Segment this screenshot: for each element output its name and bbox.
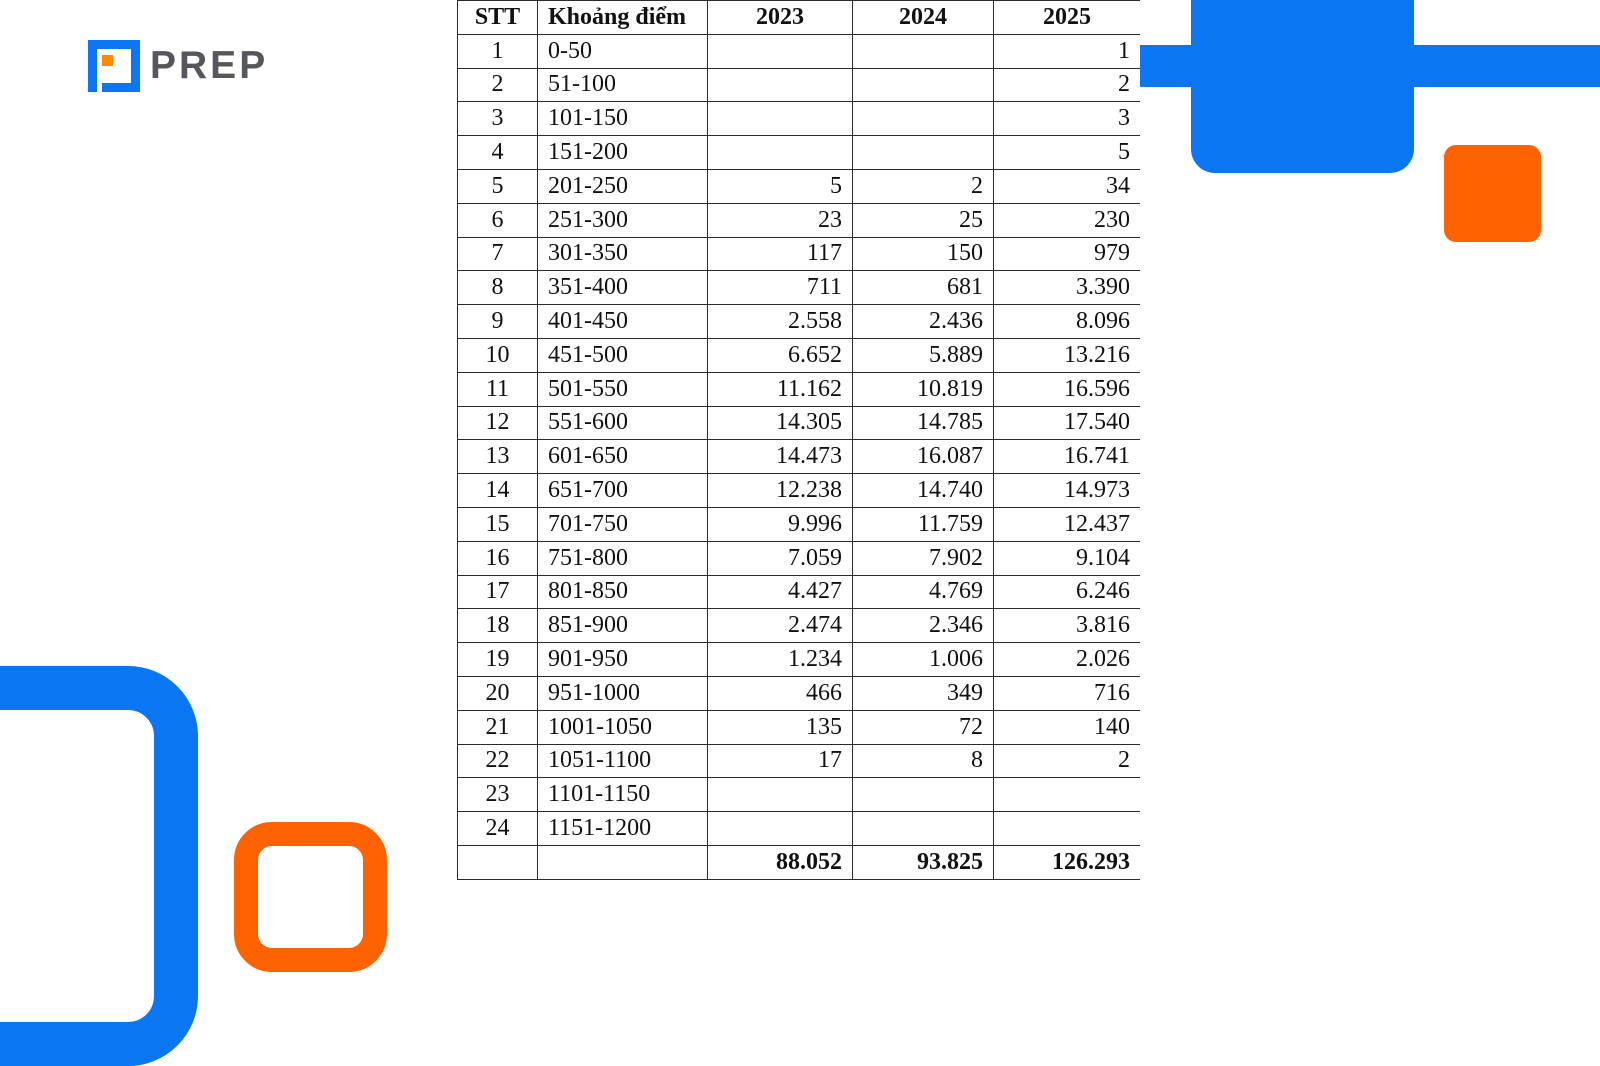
table-row bbox=[458, 406, 1141, 440]
cell-stt: 6 bbox=[458, 203, 538, 237]
cell-2023: 14.305 bbox=[708, 406, 853, 440]
table-row bbox=[458, 643, 1141, 677]
cell-2024 bbox=[853, 102, 994, 136]
decor-bottom-orange-frame bbox=[234, 822, 387, 972]
cell-2024 bbox=[853, 34, 994, 68]
cell-2023 bbox=[708, 136, 853, 170]
cell-2025: 8.096 bbox=[994, 305, 1141, 339]
table-row bbox=[458, 507, 1141, 541]
cell-2023: 1.234 bbox=[708, 643, 853, 677]
cell-2024 bbox=[853, 778, 994, 812]
cell-score-range: 851-900 bbox=[538, 609, 708, 643]
cell-2025: 716 bbox=[994, 676, 1141, 710]
table-row bbox=[458, 710, 1141, 744]
cell-2024: 14.740 bbox=[853, 474, 994, 508]
cell-score-range: 601-650 bbox=[538, 440, 708, 474]
cell-score-range: 751-800 bbox=[538, 541, 708, 575]
table-row bbox=[458, 440, 1141, 474]
cell-stt: 16 bbox=[458, 541, 538, 575]
cell-2024: 7.902 bbox=[853, 541, 994, 575]
cell-stt: 21 bbox=[458, 710, 538, 744]
cell-2023: 466 bbox=[708, 676, 853, 710]
cell-2023 bbox=[708, 102, 853, 136]
cell-stt: 22 bbox=[458, 744, 538, 778]
cell-2025: 1 bbox=[994, 34, 1141, 68]
cell-2025: 3.816 bbox=[994, 609, 1141, 643]
cell-2023: 2.558 bbox=[708, 305, 853, 339]
cell-2025: 6.246 bbox=[994, 575, 1141, 609]
brand-logo bbox=[88, 40, 268, 92]
cell-score-range: 651-700 bbox=[538, 474, 708, 508]
cell-2025 bbox=[994, 778, 1141, 812]
cell-2024: 16.087 bbox=[853, 440, 994, 474]
cell-2023: 23 bbox=[708, 203, 853, 237]
cell-stt: 17 bbox=[458, 575, 538, 609]
cell-score-range: 701-750 bbox=[538, 507, 708, 541]
cell-2023: 4.427 bbox=[708, 575, 853, 609]
cell-stt: 14 bbox=[458, 474, 538, 508]
header-score-range: Khoảng điểm bbox=[538, 1, 708, 35]
cell-2023: 11.162 bbox=[708, 372, 853, 406]
table-total-row bbox=[458, 845, 1141, 879]
cell-stt: 19 bbox=[458, 643, 538, 677]
cell-stt: 20 bbox=[458, 676, 538, 710]
cell-2023 bbox=[708, 34, 853, 68]
cell-2025: 5 bbox=[994, 136, 1141, 170]
cell-2023: 17 bbox=[708, 744, 853, 778]
decor-top-square bbox=[1191, 0, 1414, 173]
table-row bbox=[458, 338, 1141, 372]
cell-2023: 9.996 bbox=[708, 507, 853, 541]
decor-orange-square bbox=[1444, 145, 1541, 242]
table-row bbox=[458, 169, 1141, 203]
table-row bbox=[458, 136, 1141, 170]
cell-score-range: 301-350 bbox=[538, 237, 708, 271]
cell-score-range: 501-550 bbox=[538, 372, 708, 406]
table-row bbox=[458, 609, 1141, 643]
cell-2024: 2 bbox=[853, 169, 994, 203]
cell-2024: 4.769 bbox=[853, 575, 994, 609]
cell-2025: 12.437 bbox=[994, 507, 1141, 541]
cell-score-range: 151-200 bbox=[538, 136, 708, 170]
cell-stt: 9 bbox=[458, 305, 538, 339]
cell-score-range: 201-250 bbox=[538, 169, 708, 203]
decor-bottom-left-blue-frame bbox=[0, 666, 198, 1066]
cell-2025: 9.104 bbox=[994, 541, 1141, 575]
cell-score-range: 1101-1150 bbox=[538, 778, 708, 812]
cell-score-range: 1151-1200 bbox=[538, 812, 708, 846]
cell-score-range: 1051-1100 bbox=[538, 744, 708, 778]
cell-2025: 13.216 bbox=[994, 338, 1141, 372]
cell-2024: 2.346 bbox=[853, 609, 994, 643]
table-row bbox=[458, 34, 1141, 68]
cell-2025: 230 bbox=[994, 203, 1141, 237]
table-row bbox=[458, 744, 1141, 778]
cell-score-range: 901-950 bbox=[538, 643, 708, 677]
cell-2023 bbox=[708, 778, 853, 812]
header-2025: 2025 bbox=[994, 1, 1141, 35]
cell-2023: 6.652 bbox=[708, 338, 853, 372]
cell-stt: 8 bbox=[458, 271, 538, 305]
table-row bbox=[458, 102, 1141, 136]
cell-2024: 150 bbox=[853, 237, 994, 271]
cell-score-range: 101-150 bbox=[538, 102, 708, 136]
table-row bbox=[458, 68, 1141, 102]
cell-2024: 1.006 bbox=[853, 643, 994, 677]
cell-2025: 16.741 bbox=[994, 440, 1141, 474]
cell-stt: 5 bbox=[458, 169, 538, 203]
table-row bbox=[458, 812, 1141, 846]
cell-2023: 2.474 bbox=[708, 609, 853, 643]
table-row bbox=[458, 541, 1141, 575]
cell-total-2025: 126.293 bbox=[994, 845, 1141, 879]
header-2023: 2023 bbox=[708, 1, 853, 35]
cell-2024 bbox=[853, 68, 994, 102]
cell-score-range: 51-100 bbox=[538, 68, 708, 102]
cell-2023: 5 bbox=[708, 169, 853, 203]
cell-stt: 13 bbox=[458, 440, 538, 474]
cell-score-range: 401-450 bbox=[538, 305, 708, 339]
cell-score-range: 551-600 bbox=[538, 406, 708, 440]
cell-score-range: 0-50 bbox=[538, 34, 708, 68]
cell-2025: 979 bbox=[994, 237, 1141, 271]
cell-score-range: 801-850 bbox=[538, 575, 708, 609]
table-header-row bbox=[458, 1, 1141, 35]
cell-2023: 711 bbox=[708, 271, 853, 305]
cell-stt: 12 bbox=[458, 406, 538, 440]
cell-2024: 349 bbox=[853, 676, 994, 710]
cell-2025: 34 bbox=[994, 169, 1141, 203]
cell-total-2023: 88.052 bbox=[708, 845, 853, 879]
cell-2023: 135 bbox=[708, 710, 853, 744]
header-stt: STT bbox=[458, 1, 538, 35]
brand-name: PREP bbox=[150, 44, 269, 87]
cell-2024 bbox=[853, 812, 994, 846]
cell-stt: 4 bbox=[458, 136, 538, 170]
cell-2023: 12.238 bbox=[708, 474, 853, 508]
table-row bbox=[458, 271, 1141, 305]
cell-score-range: 451-500 bbox=[538, 338, 708, 372]
header-2024: 2024 bbox=[853, 1, 994, 35]
cell-total-label-empty bbox=[538, 845, 708, 879]
cell-2024: 72 bbox=[853, 710, 994, 744]
table-row bbox=[458, 474, 1141, 508]
cell-stt: 2 bbox=[458, 68, 538, 102]
cell-stt: 10 bbox=[458, 338, 538, 372]
cell-2024: 2.436 bbox=[853, 305, 994, 339]
table-row bbox=[458, 203, 1141, 237]
cell-2025: 2 bbox=[994, 744, 1141, 778]
cell-stt: 24 bbox=[458, 812, 538, 846]
cell-stt: 11 bbox=[458, 372, 538, 406]
table-row bbox=[458, 237, 1141, 271]
score-distribution-table-container bbox=[457, 0, 1140, 900]
cell-2023 bbox=[708, 812, 853, 846]
cell-total-empty bbox=[458, 845, 538, 879]
table-row bbox=[458, 778, 1141, 812]
cell-stt: 7 bbox=[458, 237, 538, 271]
cell-stt: 3 bbox=[458, 102, 538, 136]
score-distribution-table bbox=[457, 0, 1140, 880]
table-row bbox=[458, 676, 1141, 710]
cell-score-range: 251-300 bbox=[538, 203, 708, 237]
table-row bbox=[458, 305, 1141, 339]
cell-stt: 23 bbox=[458, 778, 538, 812]
cell-2024: 25 bbox=[853, 203, 994, 237]
cell-2024: 681 bbox=[853, 271, 994, 305]
cell-2023: 14.473 bbox=[708, 440, 853, 474]
cell-2025: 3.390 bbox=[994, 271, 1141, 305]
table-row bbox=[458, 372, 1141, 406]
cell-2024: 8 bbox=[853, 744, 994, 778]
cell-total-2024: 93.825 bbox=[853, 845, 994, 879]
cell-2024: 14.785 bbox=[853, 406, 994, 440]
cell-stt: 15 bbox=[458, 507, 538, 541]
cell-2025: 16.596 bbox=[994, 372, 1141, 406]
cell-2025: 3 bbox=[994, 102, 1141, 136]
cell-2025: 17.540 bbox=[994, 406, 1141, 440]
cell-stt: 18 bbox=[458, 609, 538, 643]
prep-logo-icon bbox=[88, 40, 140, 92]
cell-2025: 140 bbox=[994, 710, 1141, 744]
cell-2024: 10.819 bbox=[853, 372, 994, 406]
cell-score-range: 1001-1050 bbox=[538, 710, 708, 744]
cell-stt: 1 bbox=[458, 34, 538, 68]
cell-2025: 14.973 bbox=[994, 474, 1141, 508]
table-row bbox=[458, 575, 1141, 609]
cell-score-range: 351-400 bbox=[538, 271, 708, 305]
cell-2024: 11.759 bbox=[853, 507, 994, 541]
cell-2023 bbox=[708, 68, 853, 102]
cell-score-range: 951-1000 bbox=[538, 676, 708, 710]
cell-2024: 5.889 bbox=[853, 338, 994, 372]
cell-2025: 2.026 bbox=[994, 643, 1141, 677]
cell-2023: 7.059 bbox=[708, 541, 853, 575]
cell-2024 bbox=[853, 136, 994, 170]
cell-2025: 2 bbox=[994, 68, 1141, 102]
cell-2023: 117 bbox=[708, 237, 853, 271]
cell-2025 bbox=[994, 812, 1141, 846]
